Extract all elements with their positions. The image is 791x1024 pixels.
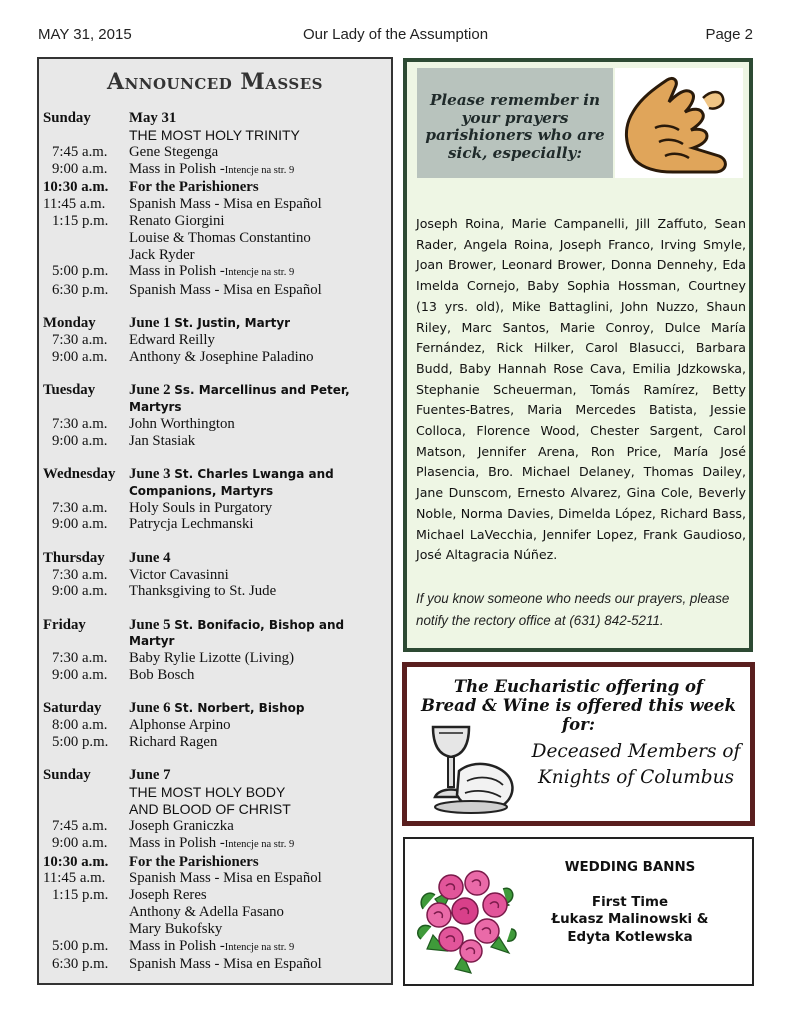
prayer-heading-box [417,68,613,178]
mass-intention: Louise & Thomas Constantino [129,229,311,246]
mass-intention-cell [129,921,391,938]
mass-day-date-line [129,382,391,416]
wedding-banns-title: WEDDING BANNS [564,860,696,875]
mass-day-date: June 2 [129,382,171,399]
mass-entry-row [43,161,391,180]
mass-intention: Spanish Mass - Misa en Español [129,282,322,299]
mass-intention: Spanish Mass - Misa en Español [129,196,322,213]
mass-feast-title: THE MOST HOLY BODY [129,784,286,800]
mass-intention-cell [129,667,391,684]
mass-entry-row [43,870,391,887]
mass-intention: Thanksgiving to St. Jude [129,583,277,600]
offering-intention-line-1: Deceased Members of [531,741,741,762]
mass-day-date: June 6 [129,700,171,717]
mass-day-date: June 5 [129,616,171,633]
mass-time: 9:00 a.m. [52,667,108,684]
mass-time: 7:30 a.m. [52,650,108,667]
chalice-and-bread-icon [419,719,519,817]
mass-feast-title: THE MOST HOLY TRINITY [129,126,300,143]
mass-entry-row [43,567,391,584]
mass-entry-row [43,904,391,921]
mass-entry-row [43,247,391,264]
header-page-number: Page 2 [705,26,753,43]
mass-time: 10:30 a.m. [43,179,109,196]
mass-day-block [43,767,391,973]
mass-time [43,247,129,264]
mass-day-name: Thursday [43,549,105,566]
eucharistic-offering-panel [402,662,755,826]
mass-day-name: Wednesday [43,466,116,483]
mass-intention: Mass in Polish - [129,937,225,954]
mass-intention-note: Intencje na str. 9 [224,941,295,953]
praying-hands-icon [615,68,743,178]
mass-entry-row [43,416,391,433]
mass-entry-row [43,349,391,366]
mass-time: 7:30 a.m. [52,566,108,583]
mass-day-name: Sunday [43,767,91,784]
mass-day-header [43,550,391,567]
mass-feast-spacer [43,784,129,801]
mass-day-header [43,382,391,416]
mass-feast-row [43,801,391,818]
mass-day-block [43,110,391,299]
mass-entry-row [43,818,391,835]
mass-entry-row [43,956,391,973]
mass-intention: Anthony & Adella Fasano [129,903,284,920]
mass-entry-row [43,179,391,196]
mass-intention-cell [129,196,391,213]
mass-day-date: May 31 [129,110,177,126]
mass-day-name: Sunday [43,110,91,126]
mass-day-name: Saturday [43,700,102,717]
offering-intention-line-2: Knights of Columbus [537,767,734,788]
wedding-banns-round: First Time [591,894,669,910]
mass-day-name: Monday [43,315,96,332]
mass-day-header [43,700,391,717]
mass-time: 7:45 a.m. [52,818,108,834]
mass-intention-cell [129,213,391,230]
mass-intention-cell [129,263,391,282]
mass-intention-cell [129,938,391,957]
mass-intention-note: Intencje na str. 9 [224,838,295,850]
mass-entry-row [43,500,391,517]
mass-intention-cell [129,282,391,299]
prayer-contact-note: If you know someone who needs our prayers, please notify the rectory office at (631) 842-5211. [416,591,730,628]
mass-day-block [43,466,391,533]
mass-time: 5:00 p.m. [52,937,109,954]
mass-day-block [43,315,391,365]
mass-intention: Mass in Polish - [129,263,225,280]
mass-time: 9:00 a.m. [52,516,108,533]
mass-day-name: Tuesday [43,382,96,399]
header-date: MAY 31, 2015 [38,26,132,43]
mass-day-header [43,466,391,500]
mass-time: 7:45 a.m. [52,143,108,160]
eucharistic-title-line-1: The Eucharistic offering of [453,677,704,696]
mass-intention-cell [129,904,391,921]
mass-day-date-line [129,550,391,567]
mass-intention: Jan Stasiak [129,432,196,449]
wedding-couple-line-2: Edyta Kotlewska [567,929,693,945]
mass-feast-spacer [43,801,129,818]
mass-intention: Richard Ragen [129,733,218,750]
sick-parishioner-names: Joseph Roina, Marie Campanelli, Jill Zaffuto, Sean Rader, Angela Roina, Joseph Franco, Irving Smyle, Joan Brower, Leonard Brower, Donna Dennehy, Eda Imelda Cornejo, Baby Sophia Hossman, Courtney (13 yrs. old), Mike Battaglini, John Nuzzo, Shaun Riley, Marc Santos, Marie Conroy, Dulce María Fernández, Rick Hilker, Carol Blasucci, Barbara Budd, Baby Hannah Rose Cava, Emilia Jdzkowska, Stephanie Scheuerman, Tomás Ramírez, Betty Fuentes-Batres, Maria Mercedes Batista, Jessie Colloca, Florence Wood, Chester Sargent, Carol Matson, Jennifer Arena, Ron Price, María José Plasencia, Bro. Michael Delaney, Thomas Dailey, Jane Dunscom, Ernesto Alvarez, Gina Cole, Beverly Noble, Norma Davies, Dimelda López, Richard Bass, Michael LaVecchia, Jennifer Lopez, Frank Gaudioso, José Altagracia Núñez. [416,216,746,563]
mass-day-date-line [129,767,391,784]
mass-intention-cell [129,887,391,904]
mass-day-header [43,617,391,651]
mass-intention: Joseph Reres [129,887,207,904]
mass-intention-cell [129,870,391,887]
mass-feast-title: AND BLOOD OF CHRIST [129,801,291,817]
mass-intention: For the Parishioners [129,853,259,870]
mass-intention-cell [129,650,391,667]
mass-entry-row [43,667,391,684]
mass-feast-row [43,784,391,801]
mass-day-saint: Ss. Marcellinus and Peter, Martyrs [129,383,350,415]
mass-intention: Mass in Polish - [129,834,225,851]
wedding-banns-text [535,859,725,946]
mass-day-saint: St. Bonifacio, Bishop and Martyr [129,617,345,649]
mass-schedule [43,110,391,990]
mass-entry-row [43,650,391,667]
mass-intention: Gene Stegenga [129,143,219,160]
mass-entry-row [43,433,391,450]
mass-intention-cell [129,956,391,973]
mass-intention-cell [129,734,391,751]
mass-day-block [43,700,391,750]
mass-intention-cell [129,835,391,854]
mass-day-date-line [129,617,391,651]
mass-intention: Mary Bukofsky [129,920,223,937]
mass-day-date: June 7 [129,767,171,784]
mass-entry-row [43,196,391,213]
mass-day-date: June 3 [129,466,171,483]
mass-intention-cell [129,854,391,871]
mass-intention: For the Parishioners [129,179,259,196]
mass-intention-cell [129,567,391,584]
mass-time: 9:00 a.m. [52,583,108,600]
mass-time: 7:30 a.m. [52,415,108,432]
eucharistic-title-line-2: Bread & Wine is offered this week for: [421,696,736,734]
mass-time: 9:00 a.m. [52,349,108,366]
mass-time: 11:45 a.m. [43,196,106,213]
mass-intention-cell [129,583,391,600]
mass-time: 5:00 p.m. [52,733,109,750]
mass-intention-cell [129,516,391,533]
mass-entry-row [43,282,391,299]
mass-entry-row [43,921,391,938]
mass-intention-cell [129,433,391,450]
mass-entry-row [43,583,391,600]
mass-intention-cell [129,179,391,196]
mass-intention-cell [129,349,391,366]
wedding-banns-panel [403,837,754,986]
mass-time: 1:15 p.m. [52,887,109,904]
mass-feast-spacer [43,127,129,144]
mass-entry-row [43,516,391,533]
mass-day-date-line [129,700,391,717]
mass-day-header [43,110,391,127]
mass-time [43,921,129,938]
mass-intention: Spanish Mass - Misa en Español [129,956,322,973]
header-parish-name: Our Lady of the Assumption [302,26,489,43]
mass-intention-cell [129,818,391,835]
mass-time: 8:00 a.m. [52,717,108,734]
mass-intention: Renato Giorgini [129,212,225,229]
mass-intention: Edward Reilly [129,332,215,349]
prayer-request-panel [403,58,753,652]
mass-time: 11:45 a.m. [43,870,106,887]
mass-time [43,230,129,247]
mass-time: 9:00 a.m. [52,160,108,177]
mass-time: 9:00 a.m. [52,432,108,449]
roses-bouquet-icon [413,859,521,975]
mass-intention: Patrycja Lechmanski [129,516,254,533]
mass-day-saint: St. Charles Lwanga and Companions, Martyrs [129,467,334,498]
mass-entry-row [43,144,391,161]
mass-day-date: June 4 [129,549,171,566]
mass-intention: Bob Bosch [129,667,195,684]
offering-intention [527,739,745,791]
mass-entry-row [43,230,391,247]
mass-intention: Holy Souls in Purgatory [129,499,273,516]
announced-masses-panel [37,57,393,985]
mass-time: 6:30 p.m. [52,956,109,973]
mass-time: 10:30 a.m. [43,853,109,870]
mass-time: 1:15 p.m. [52,212,109,229]
mass-entry-row [43,263,391,282]
mass-day-date-line [129,466,391,500]
mass-intention: Victor Cavasinni [129,566,229,583]
mass-intention-cell [129,416,391,433]
mass-entry-row [43,717,391,734]
mass-day-saint: St. Norbert, Bishop [174,701,305,716]
mass-day-date: June 1 [129,315,171,332]
prayer-heading: Please remember in your prayers parishioners who are sick, especially: [425,91,605,162]
mass-time [43,904,129,921]
mass-intention-note: Intencje na str. 9 [224,267,295,279]
mass-time: 5:00 p.m. [52,263,109,280]
mass-day-block [43,382,391,449]
mass-entry-row [43,835,391,854]
mass-intention-cell [129,161,391,180]
mass-entry-row [43,213,391,230]
mass-day-date-line [129,315,391,332]
mass-day-block [43,617,391,684]
mass-intention: Alphonse Arpino [129,717,231,734]
mass-entry-row [43,887,391,904]
mass-intention: Spanish Mass - Misa en Español [129,870,322,887]
mass-intention-note: Intencje na str. 9 [224,164,295,176]
mass-day-date-line [129,110,391,127]
mass-time: 6:30 p.m. [52,282,109,299]
mass-entry-row [43,854,391,871]
announced-masses-title: Announced Masses [107,69,323,95]
mass-day-block [43,550,391,600]
mass-feast-row [43,127,391,144]
mass-intention-cell [129,332,391,349]
mass-time: 7:30 a.m. [52,332,108,349]
mass-entry-row [43,332,391,349]
mass-intention: Anthony & Josephine Paladino [129,349,314,366]
mass-intention: John Worthington [129,415,235,432]
mass-entry-row [43,938,391,957]
mass-day-header [43,767,391,784]
mass-time: 9:00 a.m. [52,834,108,851]
mass-intention-cell [129,717,391,734]
mass-intention-cell [129,247,391,264]
mass-intention-cell [129,230,391,247]
mass-intention-cell [129,144,391,161]
mass-day-name: Friday [43,616,86,633]
mass-intention: Joseph Graniczka [129,818,234,834]
mass-intention: Jack Ryder [129,246,195,263]
mass-day-saint: St. Justin, Martyr [174,316,291,331]
mass-entry-row [43,734,391,751]
wedding-couple-line-1: Łukasz Malinowski & [551,912,709,927]
mass-intention: Baby Rylie Lizotte (Living) [129,650,295,667]
mass-intention: Mass in Polish - [129,160,225,177]
mass-day-header [43,315,391,332]
mass-time: 7:30 a.m. [52,499,108,516]
mass-intention-cell [129,500,391,517]
